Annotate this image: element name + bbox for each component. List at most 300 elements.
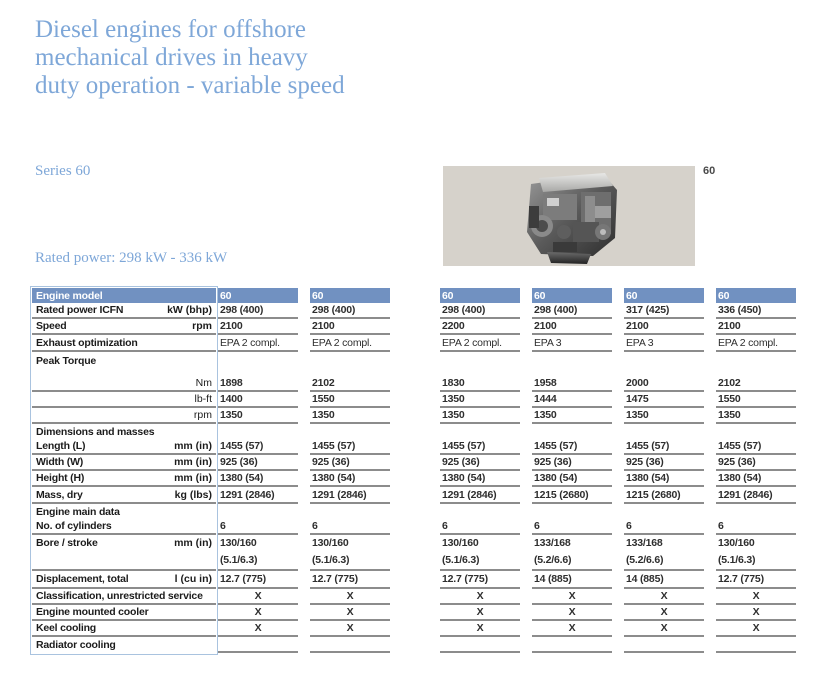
spec-row-label [32, 551, 216, 571]
spec-cell [532, 408, 612, 424]
spec-row-label [32, 621, 216, 637]
spec-cell-value: 6 [626, 520, 632, 532]
spec-cell [716, 335, 796, 352]
spec-cell-value: EPA 2 compl. [718, 336, 778, 349]
spec-cell [532, 519, 612, 535]
spec-cell [440, 376, 520, 392]
engine-column-header-value: 60 [718, 289, 730, 302]
spec-cell [532, 392, 612, 408]
spec-cell-value: 14 (885) [534, 573, 572, 585]
spec-cell [716, 535, 796, 551]
spec-cell-value: 1455 (57) [220, 440, 264, 452]
rated-power-line: Rated power: 298 kW - 336 kW [35, 250, 228, 266]
spec-cell [716, 455, 796, 471]
engine-column [532, 288, 612, 653]
spec-cell-value: 2000 [626, 377, 649, 389]
spec-cell [532, 369, 612, 376]
spec-cell [716, 369, 796, 376]
spec-cell [624, 504, 704, 519]
spec-cell-value: 6 [718, 520, 724, 532]
spec-cell-value: EPA 2 compl. [442, 336, 502, 349]
row-label: Exhaust optimization [36, 336, 138, 349]
spec-cell [624, 424, 704, 439]
row-unit: mm (in) [174, 472, 212, 484]
engine-column [624, 288, 704, 653]
spec-cell [716, 487, 796, 504]
spec-cell-value: 2102 [718, 377, 741, 389]
spec-cell [716, 637, 796, 653]
spec-cell-value: 925 (36) [220, 456, 258, 468]
spec-cell [624, 471, 704, 487]
spec-cell [310, 589, 390, 605]
spec-cell [532, 605, 612, 621]
spec-cell-value: (5.1/6.3) [442, 554, 480, 566]
spec-cell [624, 487, 704, 504]
row-label: Height (H) [36, 472, 85, 484]
spec-cell [218, 376, 298, 392]
engine-photo-caption: 60 [703, 165, 716, 177]
spec-cell [310, 519, 390, 535]
spec-cell-value: 1215 (2680) [534, 488, 589, 501]
engine-column [310, 288, 390, 653]
spec-cell [716, 551, 796, 571]
spec-cell [218, 637, 298, 653]
spec-cell-value: X [254, 622, 262, 634]
spec-cell [218, 504, 298, 519]
spec-cell-value: X [346, 622, 354, 634]
spec-cell-value: (5.1/6.3) [718, 554, 756, 566]
engine-column-header [218, 288, 298, 303]
row-label: Speed [36, 320, 67, 332]
spec-row-label [32, 352, 216, 369]
spec-cell [440, 439, 520, 455]
spec-cell-value: 12.7 (775) [312, 573, 358, 585]
engine-column-header-value: 60 [220, 289, 232, 302]
row-unit: mm (in) [174, 537, 212, 549]
spec-cell-value: 130/160 [312, 537, 349, 549]
spec-row-label [32, 424, 216, 439]
spec-cell-value: 1215 (2680) [626, 488, 681, 501]
spec-row-label [32, 504, 216, 519]
title-line-1: Diesel engines for offshore [35, 16, 306, 43]
spec-cell [532, 335, 612, 352]
spec-cell [716, 319, 796, 335]
engine-column-header [310, 288, 390, 303]
spec-cell [624, 303, 704, 319]
spec-cell-value: X [476, 606, 484, 618]
spec-cell [310, 535, 390, 551]
spec-cell-value: X [346, 590, 354, 602]
spec-cell-value: 298 (400) [312, 304, 356, 316]
row-unit: kW (bhp) [167, 304, 212, 316]
spec-row-label [32, 605, 216, 621]
row-label: Classification, unrestricted service [36, 590, 203, 602]
row-label: Width (W) [36, 456, 84, 468]
spec-row-label [32, 571, 216, 589]
spec-cell-value: (5.2/6.6) [626, 554, 664, 566]
spec-cell-value: EPA 2 compl. [312, 336, 372, 349]
spec-cell [532, 455, 612, 471]
row-label: Keel cooling [36, 622, 97, 634]
row-label: Mass, dry [36, 488, 83, 501]
spec-cell [218, 408, 298, 424]
spec-cell-value: 336 (450) [718, 304, 762, 316]
spec-cell-value: 1444 [534, 393, 557, 405]
spec-cell [532, 637, 612, 653]
title-line-2: mechanical drives in heavy [35, 44, 308, 71]
spec-cell-value: 6 [534, 520, 540, 532]
row-unit: mm (in) [174, 456, 212, 468]
spec-cell-value: 1455 (57) [718, 440, 762, 452]
spec-cell-value: 298 (400) [220, 304, 264, 316]
row-label: Dimensions and masses [36, 425, 155, 438]
spec-cell-value: 1291 (2846) [220, 488, 275, 501]
spec-cell [440, 535, 520, 551]
spec-cell-value: 1898 [220, 377, 243, 389]
engine-column-header-value: 60 [534, 289, 546, 302]
spec-cell [624, 621, 704, 637]
spec-cell [716, 504, 796, 519]
spec-cell-value: X [254, 590, 262, 602]
spec-cell-value: (5.1/6.3) [312, 554, 350, 566]
spec-cell [218, 487, 298, 504]
spec-cell [532, 376, 612, 392]
spec-cell [716, 439, 796, 455]
row-label: Peak Torque [36, 354, 97, 367]
spec-cell-value: X [254, 606, 262, 618]
engine-column-header-value: 60 [626, 289, 638, 302]
spec-cell [532, 571, 612, 589]
spec-row-label [32, 369, 216, 376]
spec-cell-value: 1380 (54) [626, 472, 670, 484]
engine-column [218, 288, 298, 653]
row-unit: kg (lbs) [174, 488, 212, 501]
spec-cell [310, 455, 390, 471]
spec-cell-value: (5.1/6.3) [220, 554, 258, 566]
spec-cell [310, 637, 390, 653]
spec-cell [440, 504, 520, 519]
spec-row-label [32, 589, 216, 605]
spec-cell [218, 303, 298, 319]
spec-cell-value: 1380 (54) [220, 472, 264, 484]
spec-cell-value: 133/168 [534, 537, 571, 549]
engine-column-header [532, 288, 612, 303]
spec-cell [310, 352, 390, 369]
spec-cell [532, 535, 612, 551]
spec-cell-value: 1350 [534, 409, 557, 421]
spec-cell [218, 605, 298, 621]
spec-cell-value: 925 (36) [312, 456, 350, 468]
series-label: Series 60 [35, 163, 91, 179]
spec-cell [532, 621, 612, 637]
spec-cell [218, 319, 298, 335]
spec-cell [310, 605, 390, 621]
spec-cell [532, 589, 612, 605]
spec-cell-value: 1455 (57) [312, 440, 356, 452]
spec-cell-value: 6 [220, 520, 226, 532]
spec-cell-value: X [752, 606, 760, 618]
spec-cell [624, 551, 704, 571]
spec-cell [440, 589, 520, 605]
spec-cell-value: 1380 (54) [442, 472, 486, 484]
spec-cell [440, 319, 520, 335]
spec-cell-value: 1455 (57) [534, 440, 578, 452]
engine-column-header [440, 288, 520, 303]
spec-label-column [30, 286, 218, 655]
spec-row-label [32, 376, 216, 392]
spec-cell [532, 303, 612, 319]
spec-cell [440, 369, 520, 376]
spec-cell-value: 1550 [718, 393, 741, 405]
spec-cell [716, 605, 796, 621]
row-label: Radiator cooling [36, 639, 116, 651]
spec-cell [310, 504, 390, 519]
spec-row-label [32, 335, 216, 352]
spec-cell [218, 571, 298, 589]
spec-cell [532, 319, 612, 335]
row-unit: rpm [193, 409, 212, 421]
spec-row-label [32, 303, 216, 319]
spec-cell [440, 605, 520, 621]
spec-cell-value: 2102 [312, 377, 335, 389]
spec-cell-value: 1350 [626, 409, 649, 421]
spec-cell [218, 589, 298, 605]
engine-column-header [624, 288, 704, 303]
spec-cell [310, 551, 390, 571]
spec-cell [624, 455, 704, 471]
spec-row-label [32, 408, 216, 424]
spec-cell [716, 471, 796, 487]
row-unit: mm (in) [174, 440, 212, 452]
spec-cell [310, 319, 390, 335]
spec-cell-value: 1958 [534, 377, 557, 389]
spec-cell [440, 471, 520, 487]
spec-cell-value: X [660, 590, 668, 602]
spec-cell-value: X [660, 606, 668, 618]
spec-cell-value: 133/168 [626, 537, 663, 549]
spec-cell [218, 335, 298, 352]
spec-row-label [32, 392, 216, 408]
row-label: Length (L) [36, 440, 86, 452]
spec-cell [532, 352, 612, 369]
spec-cell-value: 1350 [312, 409, 335, 421]
spec-cell [440, 303, 520, 319]
spec-cell-value: 1475 [626, 393, 649, 405]
spec-cell [716, 303, 796, 319]
spec-cell [218, 535, 298, 551]
spec-cell [440, 551, 520, 571]
spec-row-label [32, 439, 216, 455]
spec-cell [440, 621, 520, 637]
spec-cell [310, 335, 390, 352]
spec-cell-value: EPA 3 [534, 336, 562, 349]
spec-cell [624, 392, 704, 408]
spec-cell [310, 376, 390, 392]
row-label: Engine mounted cooler [36, 606, 149, 618]
spec-cell-value: 1291 (2846) [312, 488, 367, 501]
spec-row-label [32, 455, 216, 471]
spec-cell [218, 352, 298, 369]
spec-cell-value: X [660, 622, 668, 634]
spec-cell [218, 455, 298, 471]
spec-cell-value: 2100 [220, 320, 243, 332]
spec-cell [440, 408, 520, 424]
spec-cell [218, 621, 298, 637]
spec-cell-value: 1350 [718, 409, 741, 421]
row-unit: Nm [195, 377, 212, 389]
spec-row-label [32, 519, 216, 535]
spec-cell [440, 335, 520, 352]
spec-cell [624, 589, 704, 605]
spec-cell [310, 621, 390, 637]
spec-cell-value: 298 (400) [534, 304, 578, 316]
spec-cell-value: X [476, 590, 484, 602]
spec-cell [532, 504, 612, 519]
spec-cell [624, 535, 704, 551]
spec-cell [716, 376, 796, 392]
spec-cell-value: 130/160 [442, 537, 479, 549]
spec-cell-value: EPA 2 compl. [220, 336, 280, 349]
spec-cell [532, 424, 612, 439]
spec-cell [624, 439, 704, 455]
engine-column [440, 288, 520, 653]
engine-model-header [32, 288, 216, 303]
spec-cell [532, 439, 612, 455]
spec-cell [624, 335, 704, 352]
spec-row-label [32, 471, 216, 487]
spec-cell-value: 1350 [442, 409, 465, 421]
spec-cell-value: 6 [312, 520, 318, 532]
spec-cell-value: 1291 (2846) [442, 488, 497, 501]
spec-cell-value: 2100 [718, 320, 741, 332]
spec-cell [440, 637, 520, 653]
engine-model-header-label: Engine model [36, 289, 103, 302]
spec-cell-value: 1830 [442, 377, 465, 389]
spec-cell-value: 925 (36) [442, 456, 480, 468]
spec-cell-value: 317 (425) [626, 304, 670, 316]
spec-cell-value: 925 (36) [534, 456, 572, 468]
spec-cell-value: X [568, 622, 576, 634]
spec-cell [310, 408, 390, 424]
spec-cell-value: 1380 (54) [718, 472, 762, 484]
spec-cell [218, 551, 298, 571]
spec-cell [310, 571, 390, 589]
spec-cell-value: (5.2/6.6) [534, 554, 572, 566]
spec-cell-value: 1455 (57) [442, 440, 486, 452]
spec-cell-value: 2100 [626, 320, 649, 332]
spec-cell-value: 6 [442, 520, 448, 532]
spec-cell [624, 519, 704, 535]
spec-cell-value: 12.7 (775) [220, 573, 266, 585]
spec-cell-value: X [752, 590, 760, 602]
spec-cell-value: 2100 [312, 320, 335, 332]
spec-row-label [32, 319, 216, 335]
spec-cell-value: 130/160 [220, 537, 257, 549]
spec-cell-value: 1291 (2846) [718, 488, 773, 501]
spec-cell-value: X [568, 606, 576, 618]
spec-cell-value: X [752, 622, 760, 634]
spec-cell-value: 14 (885) [626, 573, 664, 585]
spec-cell-value: 925 (36) [718, 456, 756, 468]
spec-cell-value: X [346, 606, 354, 618]
spec-cell [624, 637, 704, 653]
spec-row-label [32, 637, 216, 653]
row-label: Displacement, total [36, 573, 129, 585]
spec-cell [532, 471, 612, 487]
spec-cell-value: 1350 [442, 393, 465, 405]
spec-cell-value: 1455 (57) [626, 440, 670, 452]
spec-cell-value: 130/160 [718, 537, 755, 549]
row-label: Engine main data [36, 505, 120, 518]
row-unit: l (cu in) [174, 573, 212, 585]
spec-cell-value: EPA 3 [626, 336, 654, 349]
spec-cell [310, 369, 390, 376]
spec-row-label [32, 535, 216, 551]
row-unit: rpm [192, 320, 212, 332]
spec-cell [716, 352, 796, 369]
spec-cell-value: 1380 (54) [312, 472, 356, 484]
spec-cell [218, 369, 298, 376]
row-unit: lb-ft [194, 393, 212, 405]
spec-cell [440, 455, 520, 471]
spec-cell [310, 487, 390, 504]
spec-cell [218, 439, 298, 455]
spec-row-label [32, 487, 216, 504]
spec-cell-value: 1400 [220, 393, 243, 405]
spec-cell [218, 471, 298, 487]
spec-cell-value: X [476, 622, 484, 634]
spec-cell [440, 487, 520, 504]
spec-cell [716, 571, 796, 589]
spec-cell-value: 12.7 (775) [718, 573, 764, 585]
spec-cell [440, 392, 520, 408]
spec-cell-value: 2200 [442, 320, 465, 332]
spec-cell [716, 621, 796, 637]
spec-cell [310, 392, 390, 408]
spec-cell [532, 487, 612, 504]
spec-cell [310, 439, 390, 455]
spec-cell [716, 408, 796, 424]
spec-cell [218, 424, 298, 439]
engine-column [716, 288, 796, 653]
spec-cell [624, 319, 704, 335]
engine-column-header-value: 60 [442, 289, 454, 302]
spec-cell-value: 2100 [534, 320, 557, 332]
spec-cell [440, 424, 520, 439]
spec-cell [624, 369, 704, 376]
spec-cell [624, 605, 704, 621]
spec-cell [624, 571, 704, 589]
row-label: No. of cylinders [36, 520, 112, 532]
spec-cell-value: 1350 [220, 409, 243, 421]
spec-cell-value: 298 (400) [442, 304, 486, 316]
engine-column-header [716, 288, 796, 303]
spec-cell [624, 352, 704, 369]
spec-cell [440, 519, 520, 535]
spec-cell [218, 392, 298, 408]
spec-cell [310, 303, 390, 319]
engine-column-header-value: 60 [312, 289, 324, 302]
spec-cell [624, 376, 704, 392]
spec-cell [716, 392, 796, 408]
row-label: Bore / stroke [36, 537, 98, 549]
row-label: Rated power ICFN [36, 304, 124, 316]
spec-cell [440, 571, 520, 589]
spec-cell [532, 551, 612, 571]
spec-cell-value: 1380 (54) [534, 472, 578, 484]
spec-cell-value: 12.7 (775) [442, 573, 488, 585]
spec-cell [624, 408, 704, 424]
